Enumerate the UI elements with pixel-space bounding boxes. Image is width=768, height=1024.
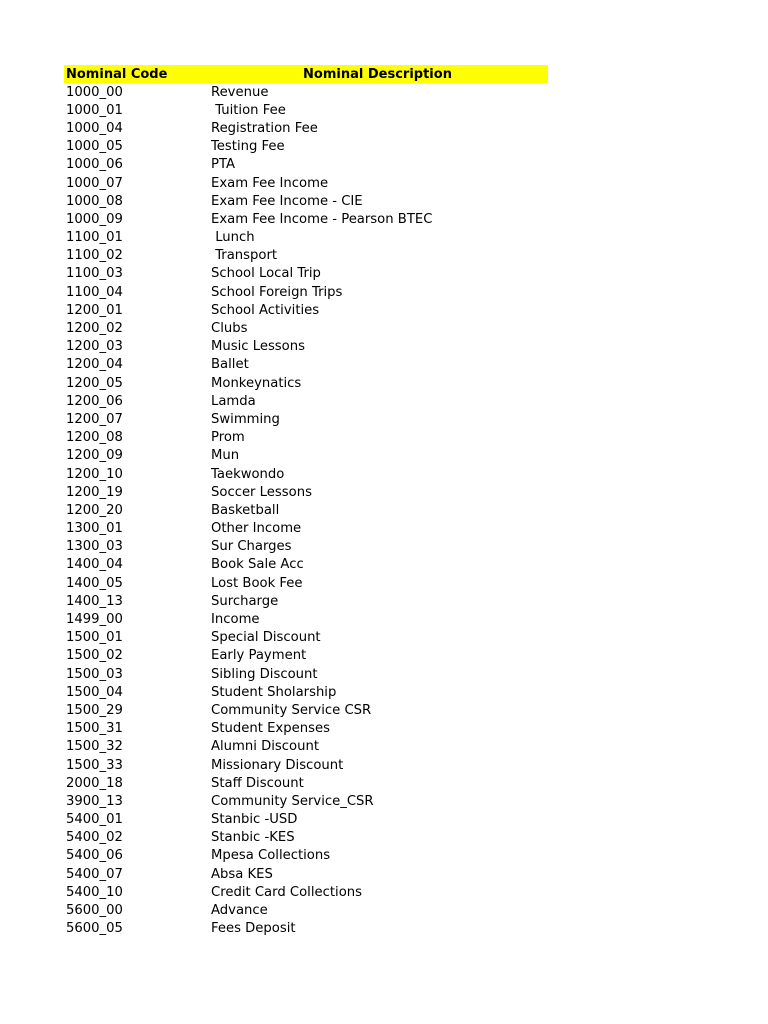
table-row [64,138,548,156]
nominal-description-cell: PTA [211,157,236,173]
table-row [64,119,548,137]
nominal-code-cell: 1500_32 [66,739,123,755]
table-row [64,465,548,483]
table-row [64,174,548,192]
nominal-description-cell: Sur Charges [211,539,292,555]
nominal-description-cell: Missionary Discount [211,757,344,773]
nominal-code-cell: 5400_06 [66,848,123,864]
nominal-description-cell: Soccer Lessons [211,484,312,500]
nominal-code-cell: 1000_07 [66,175,123,191]
table-row [64,610,548,628]
table-row [64,774,548,792]
nominal-description-cell: Absa KES [211,866,273,882]
nominal-code-cell: 5400_01 [66,812,123,828]
header-nominal-description: Nominal Description [303,66,452,82]
nominal-description-cell: Ballet [211,357,249,373]
table-row [64,792,548,810]
table-row [64,538,548,556]
nominal-description-cell: Exam Fee Income - Pearson BTEC [211,211,433,227]
nominal-description-cell: Income [211,612,260,628]
nominal-code-cell: 1100_01 [66,230,123,246]
table-row [64,83,548,101]
nominal-code-cell: 1300_03 [66,539,123,555]
nominal-description-cell: Special Discount [211,630,321,646]
table-row [64,665,548,683]
nominal-code-cell: 1499_00 [66,612,123,628]
table-row [64,210,548,228]
nominal-description-cell: Music Lessons [211,339,305,355]
table-row [64,247,548,265]
table-row [64,301,548,319]
nominal-code-cell: 1200_20 [66,502,123,518]
table-row [64,738,548,756]
nominal-code-cell: 1200_02 [66,321,123,337]
table-row [64,447,548,465]
nominal-code-cell: 1200_08 [66,430,123,446]
nominal-description-cell: Mun [211,448,240,464]
nominal-code-cell: 5400_02 [66,830,123,846]
nominal-code-cell: 3900_13 [66,793,123,809]
nominal-code-cell: 1400_04 [66,557,123,573]
nominal-code-cell: 1500_03 [66,666,123,682]
table-row [64,356,548,374]
nominal-description-cell: Advance [211,903,268,919]
nominal-code-cell: 2000_18 [66,775,123,791]
nominal-description-cell: Basketball [211,502,280,518]
table-row [64,720,548,738]
table-row [64,192,548,210]
nominal-description-cell: Credit Card Collections [211,884,362,900]
nominal-code-cell: 1000_05 [66,139,123,155]
table-row [64,683,548,701]
table-header-row [64,65,548,83]
nominal-description-cell: Taekwondo [211,466,285,482]
nominal-code-cell: 5600_05 [66,921,123,937]
table-row [64,701,548,719]
table-row [64,629,548,647]
nominal-code-cell: 1200_05 [66,375,123,391]
nominal-code-cell: 1200_09 [66,448,123,464]
table-row [64,592,548,610]
nominal-code-cell: 1100_02 [66,248,123,264]
table-row [64,883,548,901]
nominal-code-cell: 1500_04 [66,684,123,700]
table-row [64,574,548,592]
nominal-description-cell: Monkeynatics [211,375,302,391]
nominal-code-cell: 1000_09 [66,211,123,227]
nominal-description-cell: Community Service_CSR [211,793,374,809]
nominal-description-cell: Exam Fee Income - CIE [211,193,363,209]
table-row [64,829,548,847]
table-row [64,101,548,119]
table-row [64,901,548,919]
nominal-code-cell: 1500_29 [66,702,123,718]
nominal-code-cell: 1000_04 [66,120,123,136]
nominal-code-cell: 1400_13 [66,593,123,609]
nominal-description-cell: School Local Trip [211,266,321,282]
table-row [64,756,548,774]
nominal-code-cell: 1500_33 [66,757,123,773]
nominal-description-cell: Student Expenses [211,721,330,737]
table-row [64,374,548,392]
nominal-description-cell: Swimming [211,411,280,427]
nominal-description-cell: Lost Book Fee [211,575,303,591]
nominal-code-cell: 1500_31 [66,721,123,737]
table-row [64,647,548,665]
nominal-description-cell: Mpesa Collections [211,848,331,864]
nominal-description-cell: Community Service CSR [211,702,372,718]
nominal-code-cell: 1200_01 [66,302,123,318]
nominal-code-cell: 1100_04 [66,284,123,300]
nominal-code-cell: 1100_03 [66,266,123,282]
table-row [64,429,548,447]
nominal-description-cell: Staff Discount [211,775,304,791]
table-row [64,865,548,883]
nominal-description-cell: Surcharge [211,593,279,609]
nominal-description-cell: Student Sholarship [211,684,337,700]
nominal-code-cell: 1500_01 [66,630,123,646]
nominal-code-table [64,65,548,938]
nominal-description-cell: Exam Fee Income [211,175,329,191]
nominal-code-cell: 1200_03 [66,339,123,355]
nominal-description-cell: Sibling Discount [211,666,318,682]
table-row [64,283,548,301]
nominal-code-cell: 1200_19 [66,484,123,500]
nominal-code-cell: 1200_10 [66,466,123,482]
nominal-description-cell: Registration Fee [211,120,318,136]
nominal-description-cell: Other Income [211,521,302,537]
nominal-code-cell: 1200_04 [66,357,123,373]
table-row [64,229,548,247]
nominal-description-cell: Early Payment [211,648,307,664]
table-row [64,265,548,283]
nominal-code-cell: 5400_07 [66,866,123,882]
nominal-code-cell: 1000_08 [66,193,123,209]
nominal-description-cell: Stanbic -KES [211,830,295,846]
table-row [64,156,548,174]
table-row [64,501,548,519]
nominal-code-cell: 5600_00 [66,903,123,919]
nominal-description-cell: Transport [211,248,278,264]
table-row [64,556,548,574]
table-body [64,83,548,938]
nominal-description-cell: Clubs [211,321,248,337]
nominal-code-cell: 1500_02 [66,648,123,664]
table-row [64,483,548,501]
table-row [64,847,548,865]
nominal-description-cell: Fees Deposit [211,921,296,937]
nominal-description-cell: School Activities [211,302,320,318]
nominal-code-cell: 5400_10 [66,884,123,900]
nominal-code-cell: 1200_06 [66,393,123,409]
nominal-code-cell: 1400_05 [66,575,123,591]
nominal-description-cell: Book Sale Acc [211,557,304,573]
nominal-description-cell: Tuition Fee [211,102,286,118]
table-row [64,410,548,428]
nominal-description-cell: Revenue [211,84,269,100]
table-row [64,811,548,829]
nominal-code-cell: 1000_01 [66,102,123,118]
nominal-code-cell: 1300_01 [66,521,123,537]
table-row [64,920,548,938]
nominal-code-cell: 1200_07 [66,411,123,427]
nominal-description-cell: Stanbic -USD [211,812,298,828]
nominal-description-cell: Lunch [211,230,255,246]
nominal-description-cell: School Foreign Trips [211,284,343,300]
nominal-description-cell: Lamda [211,393,256,409]
nominal-code-cell: 1000_06 [66,157,123,173]
table-row [64,520,548,538]
nominal-code-cell: 1000_00 [66,84,123,100]
table-row [64,319,548,337]
nominal-description-cell: Testing Fee [211,139,285,155]
table-row [64,338,548,356]
nominal-description-cell: Prom [211,430,245,446]
header-nominal-code: Nominal Code [66,66,168,82]
nominal-description-cell: Alumni Discount [211,739,319,755]
table-row [64,392,548,410]
